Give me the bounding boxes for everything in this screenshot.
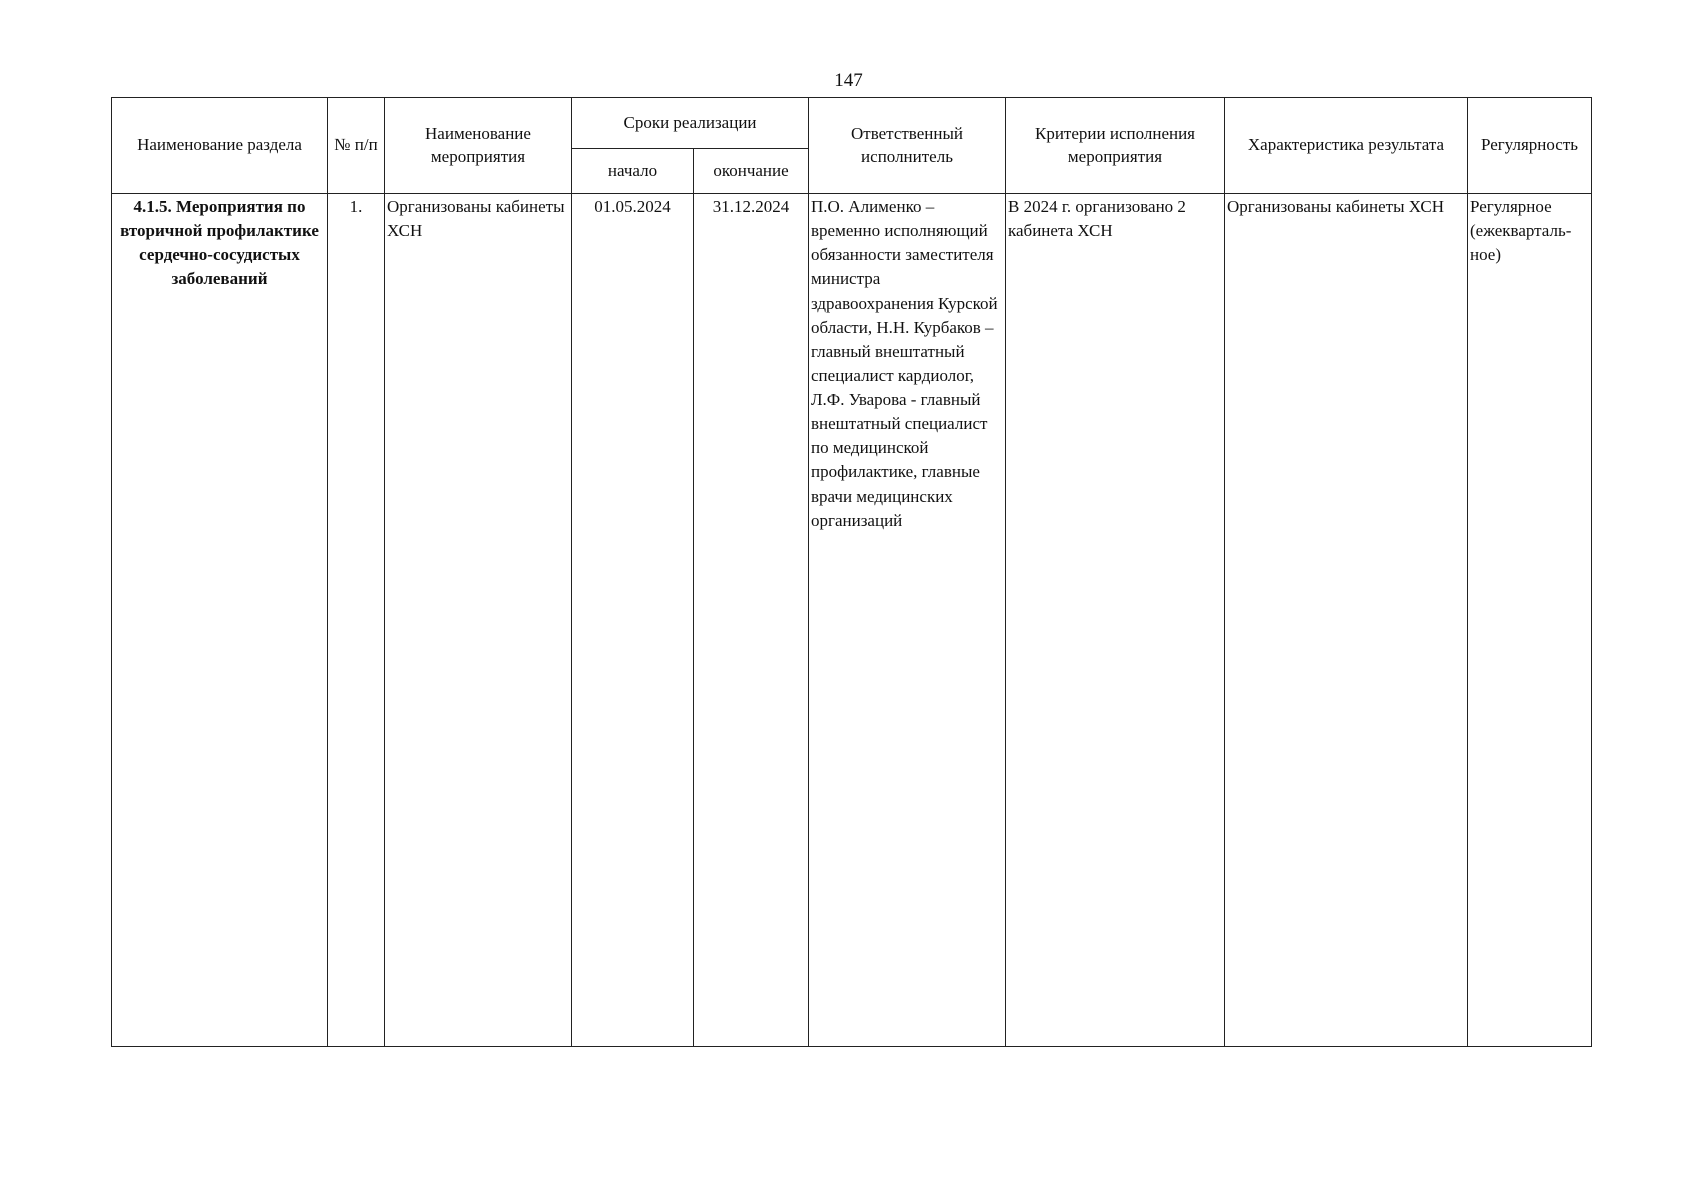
header-regularity: Регулярность xyxy=(1468,98,1592,194)
header-event-name: Наименование мероприятия xyxy=(385,98,572,194)
header-number: № п/п xyxy=(328,98,385,194)
header-row xyxy=(112,98,1592,149)
table-row xyxy=(112,194,1592,1047)
cell-end-date: 31.12.2024 xyxy=(694,194,809,1047)
header-section: Наименование раздела xyxy=(112,98,328,194)
cell-criteria: В 2024 г. организовано 2 кабинета ХСН xyxy=(1006,194,1225,1047)
cell-responsible: П.О. Алименко – временно исполняющий обязанности заместителя министра здравоохранения Курской области, Н.Н. Курбаков – главный внештатный специалист кардиолог, Л.Ф. Уварова - главный внештатный специалист по медицинской профилактике, главные врачи медицинских организаций xyxy=(809,194,1006,1047)
header-start: начало xyxy=(572,149,694,194)
cell-section: 4.1.5. Мероприятия по вторичной профилактике сердечно-сосудистых заболеваний xyxy=(112,194,328,1047)
header-criteria: Критерии исполнения мероприятия xyxy=(1006,98,1225,194)
cell-number: 1. xyxy=(328,194,385,1047)
cell-result: Организованы кабинеты ХСН xyxy=(1225,194,1468,1047)
events-table xyxy=(111,97,1592,1047)
header-result: Характеристика результата xyxy=(1225,98,1468,194)
header-timeline: Сроки реализации xyxy=(572,98,809,149)
header-responsible: Ответственный исполнитель xyxy=(809,98,1006,194)
page-number: 147 xyxy=(834,70,863,91)
cell-event-name: Организованы кабинеты ХСН xyxy=(385,194,572,1047)
header-end: окончание xyxy=(694,149,809,194)
cell-regularity: Регулярное (ежекварталь-ное) xyxy=(1468,194,1592,1047)
cell-start-date: 01.05.2024 xyxy=(572,194,694,1047)
